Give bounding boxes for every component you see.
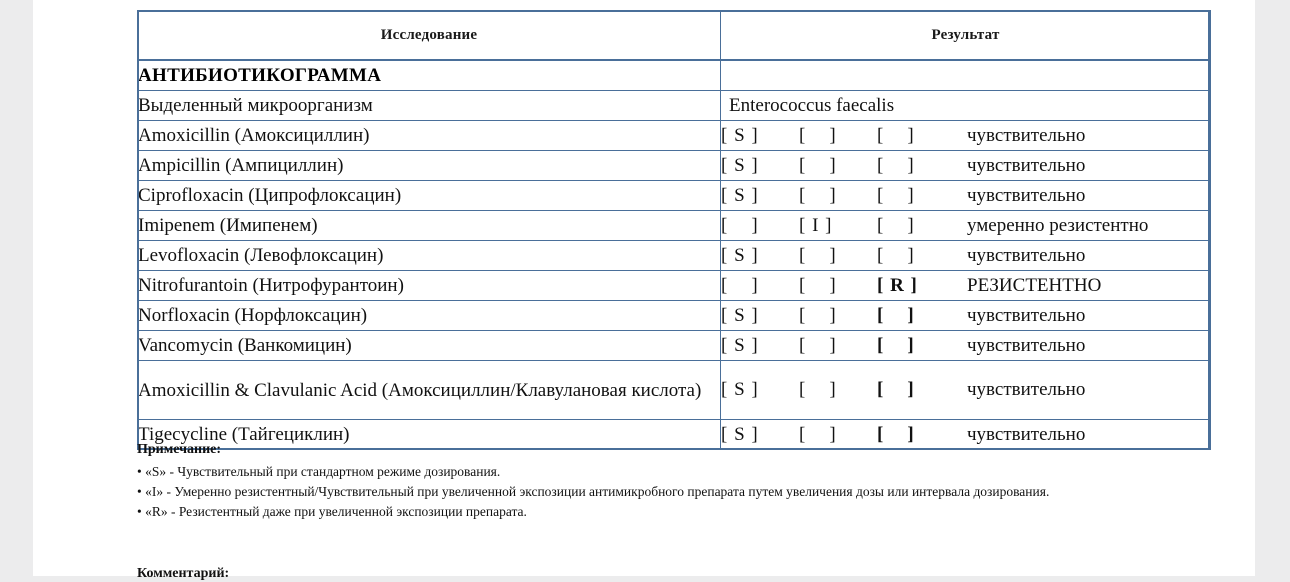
- table-row: [138, 331, 1211, 361]
- susceptibility-slot-i[interactable]: [ ]: [799, 379, 837, 400]
- note-line-s: • «S» - Чувствительный при стандартном режиме дозирования.: [137, 464, 501, 479]
- susceptibility-slots: [721, 379, 1210, 401]
- susceptibility-verdict: чувствительно: [967, 379, 1086, 400]
- susceptibility-slot-r[interactable]: [ ]: [877, 184, 915, 206]
- table-row: [138, 271, 1211, 301]
- susceptibility-slot-s[interactable]: [ S ]: [721, 423, 759, 445]
- susceptibility-verdict: чувствительно: [967, 304, 1086, 326]
- susceptibility-slot-i[interactable]: [ ]: [799, 423, 837, 445]
- susceptibility-slot-r[interactable]: [ ]: [877, 304, 915, 326]
- antibiogram-table: [137, 10, 1211, 450]
- susceptibility-slot-i[interactable]: [ ]: [799, 184, 837, 206]
- notes-title: Примечание:: [137, 442, 222, 457]
- susceptibility-slots: [721, 305, 1210, 327]
- susceptibility-slots: [721, 215, 1210, 237]
- susceptibility-slot-s[interactable]: [ S ]: [721, 184, 759, 206]
- section-title-row: [138, 60, 1211, 91]
- organism-label: Выделенный микроорганизм: [138, 91, 721, 121]
- table-row: [138, 361, 1211, 420]
- susceptibility-slots: [721, 185, 1210, 207]
- susceptibility-slot-r[interactable]: [ ]: [877, 334, 915, 356]
- susceptibility-verdict: умеренно резистентно: [967, 214, 1149, 236]
- antibiotic-result: [721, 181, 1211, 211]
- organism-result: [721, 91, 1211, 121]
- susceptibility-slots: [721, 155, 1210, 177]
- susceptibility-slot-s[interactable]: [ ]: [721, 214, 759, 236]
- susceptibility-slot-r[interactable]: [ ]: [877, 379, 915, 400]
- antibiotic-result: [721, 121, 1211, 151]
- susceptibility-slot-s[interactable]: [ S ]: [721, 124, 759, 146]
- document-page: [33, 0, 1255, 581]
- antibiotic-result: [721, 331, 1211, 361]
- susceptibility-slot-i[interactable]: [ ]: [799, 274, 837, 296]
- antibiotic-result: [721, 211, 1211, 241]
- susceptibility-slot-s[interactable]: [ S ]: [721, 379, 759, 400]
- section-title-result-blank: [721, 60, 1211, 91]
- susceptibility-slots: [721, 335, 1210, 357]
- table-row: [138, 181, 1211, 211]
- susceptibility-slot-r[interactable]: [ ]: [877, 154, 915, 176]
- susceptibility-slot-s[interactable]: [ S ]: [721, 154, 759, 176]
- organism-row: [138, 91, 1211, 121]
- antibiotic-result: [721, 241, 1211, 271]
- table-header-row: [138, 11, 1211, 61]
- antibiotic-name: Ciprofloxacin (Ципрофлоксацин): [138, 181, 721, 211]
- susceptibility-slot-r[interactable]: [ ]: [877, 214, 915, 236]
- organism-value: Enterococcus faecalis: [729, 94, 895, 116]
- column-header-result: Результат: [721, 11, 1211, 61]
- susceptibility-verdict: РЕЗИСТЕНТНО: [967, 274, 1102, 296]
- susceptibility-slot-i[interactable]: [ ]: [799, 124, 837, 146]
- table-body: [138, 60, 1211, 450]
- notes-block: [137, 440, 1237, 522]
- antibiotic-result: [721, 151, 1211, 181]
- susceptibility-slot-r[interactable]: [ ]: [877, 244, 915, 266]
- susceptibility-slots: [721, 125, 1210, 147]
- table-row: [138, 241, 1211, 271]
- table-row: [138, 121, 1211, 151]
- susceptibility-verdict: чувствительно: [967, 244, 1086, 266]
- susceptibility-slot-i[interactable]: [ I ]: [799, 214, 833, 236]
- note-line-i: • «I» - Умеренно резистентный/Чувствительный при увеличенной экспозиции антимикробного препарата путем увеличения дозы или интервала дозирования.: [137, 484, 1050, 499]
- antibiotic-result: [721, 361, 1211, 420]
- susceptibility-slot-s[interactable]: [ S ]: [721, 244, 759, 266]
- susceptibility-verdict: чувствительно: [967, 124, 1086, 146]
- table-row: [138, 211, 1211, 241]
- antibiotic-name: Levofloxacin (Левофлоксацин): [138, 241, 721, 271]
- susceptibility-slots: [721, 245, 1210, 267]
- susceptibility-slot-r[interactable]: [ R ]: [877, 274, 918, 296]
- susceptibility-slot-r[interactable]: [ ]: [877, 124, 915, 146]
- antibiotic-name: Ampicillin (Ампициллин): [138, 151, 721, 181]
- susceptibility-slot-s[interactable]: [ ]: [721, 274, 759, 296]
- susceptibility-slots: [721, 275, 1210, 297]
- susceptibility-verdict: чувствительно: [967, 154, 1086, 176]
- note-line-r: • «R» - Резистентный даже при увеличенной экспозиции препарата.: [137, 504, 527, 519]
- comment-title: Комментарий:: [137, 566, 230, 581]
- antibiotic-result: [721, 271, 1211, 301]
- susceptibility-slot-i[interactable]: [ ]: [799, 244, 837, 266]
- antibiotic-name: Vancomycin (Ванкомицин): [138, 331, 721, 361]
- antibiotic-name: Amoxicillin & Clavulanic Acid (Амоксициллин/Клавулановая кислота): [138, 361, 721, 420]
- column-header-study: Исследование: [138, 11, 721, 61]
- table-row: [138, 301, 1211, 331]
- susceptibility-verdict: чувствительно: [967, 423, 1086, 445]
- section-title: АНТИБИОТИКОГРАММА: [138, 60, 721, 91]
- susceptibility-verdict: чувствительно: [967, 334, 1086, 356]
- antibiotic-result: [721, 301, 1211, 331]
- susceptibility-slot-s[interactable]: [ S ]: [721, 304, 759, 326]
- susceptibility-verdict: чувствительно: [967, 184, 1086, 206]
- susceptibility-slot-r[interactable]: [ ]: [877, 423, 915, 445]
- table-header: [138, 11, 1211, 61]
- table-row: [138, 151, 1211, 181]
- antibiotic-name: Imipenem (Имипенем): [138, 211, 721, 241]
- antibiotic-name: Amoxicillin (Амоксициллин): [138, 121, 721, 151]
- antibiotic-name: Norfloxacin (Норфлоксацин): [138, 301, 721, 331]
- susceptibility-slot-i[interactable]: [ ]: [799, 154, 837, 176]
- antibiotic-name: Nitrofurantoin (Нитрофурантоин): [138, 271, 721, 301]
- antibiotic-name: Tigecycline (Тайгециклин): [138, 420, 721, 450]
- susceptibility-slot-i[interactable]: [ ]: [799, 334, 837, 356]
- susceptibility-slot-s[interactable]: [ S ]: [721, 334, 759, 356]
- susceptibility-slot-i[interactable]: [ ]: [799, 304, 837, 326]
